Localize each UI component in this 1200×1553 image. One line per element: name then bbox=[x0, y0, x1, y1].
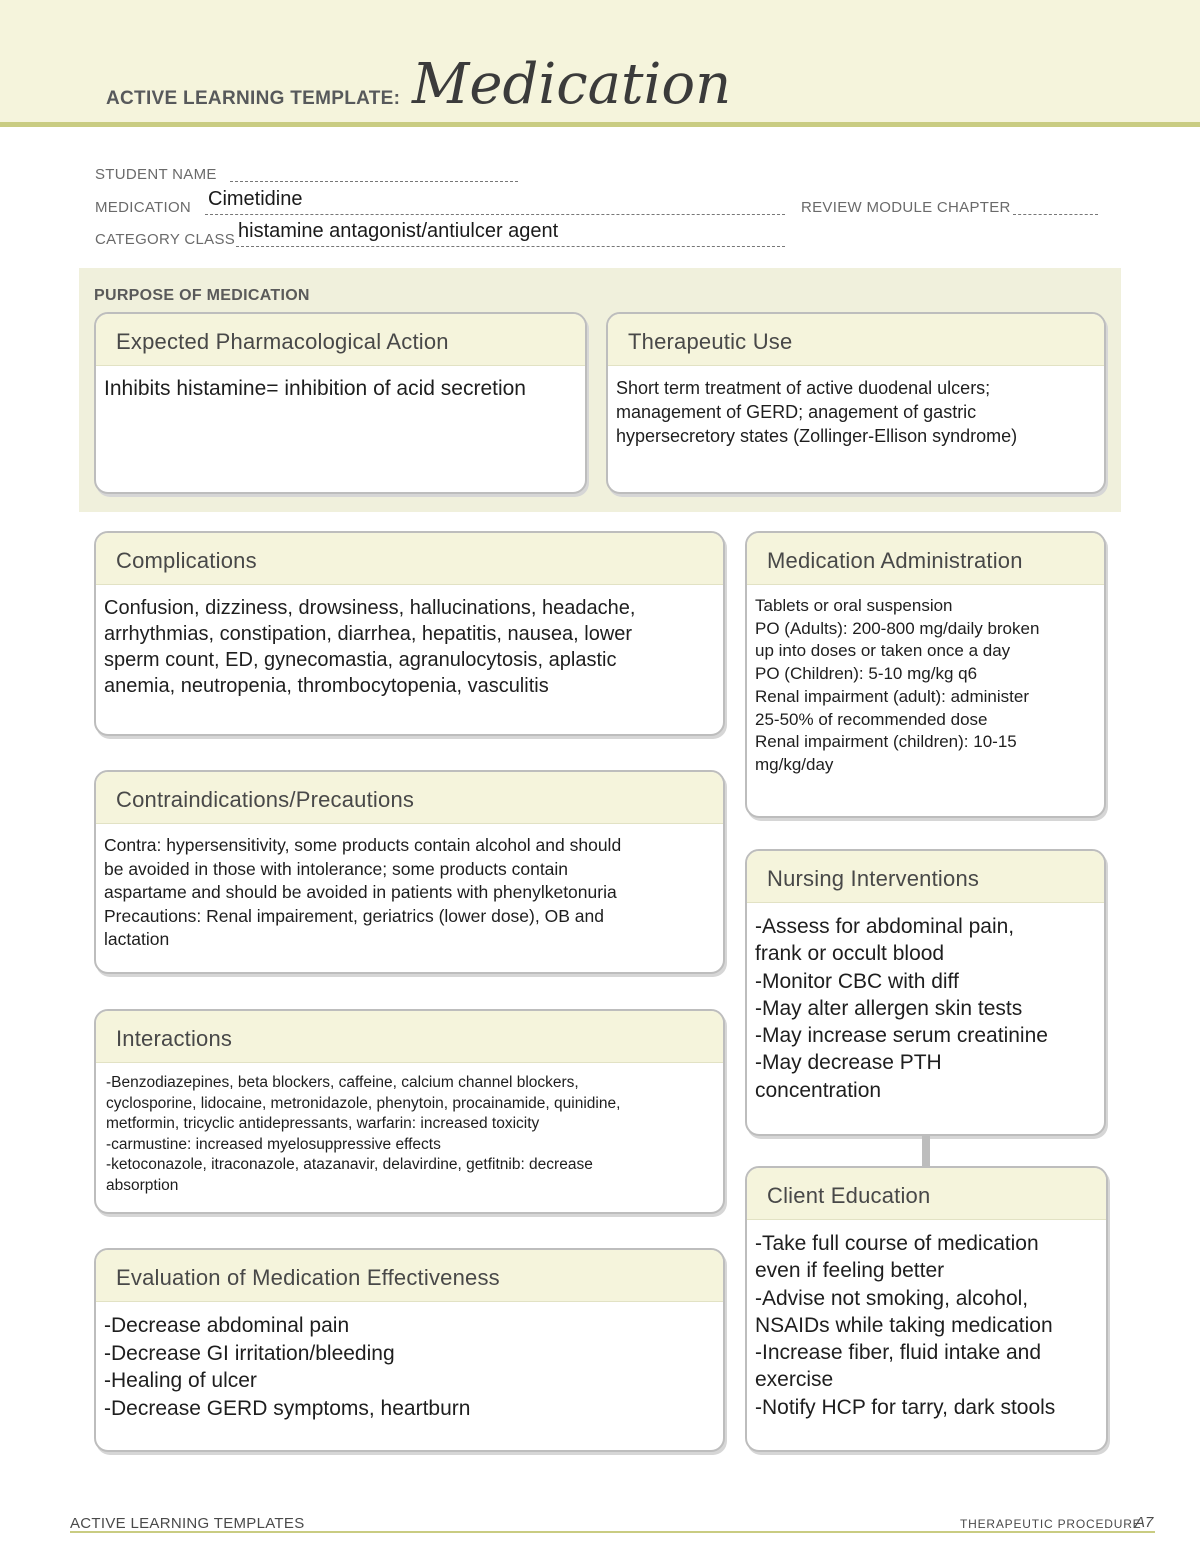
student-name-line bbox=[230, 181, 518, 182]
review-module-label: REVIEW MODULE CHAPTER bbox=[801, 199, 1011, 216]
medication-label: MEDICATION bbox=[95, 199, 192, 216]
therapeutic-use-card bbox=[606, 312, 1106, 494]
medication-field[interactable]: Cimetidine bbox=[208, 188, 303, 210]
administration-heading: Medication Administration bbox=[747, 533, 1104, 585]
therapeutic-use-text[interactable]: Short term treatment of active duodenal ulcers; management of GERD; anagement of gastric hypersecretory states (Zollinger-Ellison syndrome) bbox=[616, 378, 1018, 446]
nursing-interventions-text[interactable]: -Assess for abdominal pain, frank or occult blood -Monitor CBC with diff -May alter allergen skin tests -May increase serum creatinine -May decrease PTH concentration bbox=[755, 915, 1048, 1102]
footer-label: ACTIVE LEARNING TEMPLATES bbox=[70, 1515, 305, 1532]
therapeutic-use-heading: Therapeutic Use bbox=[608, 314, 1104, 366]
interactions-card bbox=[94, 1009, 725, 1214]
card-connector bbox=[922, 1136, 930, 1166]
category-class-field[interactable]: histamine antagonist/antiulcer agent bbox=[238, 220, 559, 242]
footer-procedure-label: THERAPEUTIC PROCEDURE bbox=[960, 1517, 1142, 1531]
template-label: ACTIVE LEARNING TEMPLATE: bbox=[106, 88, 401, 109]
client-education-heading: Client Education bbox=[747, 1168, 1106, 1220]
complications-text[interactable]: Confusion, dizziness, drowsiness, hallucinations, headache, arrhythmias, constipation, diarrhea, hepatitis, nausea, lower sperm count, ED, gynecomastia, agranulocytosis, aplastic anemia, neutropenia, thrombocytopenia, vasculitis bbox=[104, 597, 636, 697]
medication-line bbox=[205, 214, 785, 215]
interactions-heading: Interactions bbox=[96, 1011, 723, 1063]
contraindications-card bbox=[94, 770, 725, 974]
expected-action-card bbox=[94, 312, 587, 494]
client-education-card bbox=[745, 1166, 1108, 1452]
category-class-label: CATEGORY CLASS bbox=[95, 231, 236, 248]
expected-action-heading: Expected Pharmacological Action bbox=[96, 314, 585, 366]
contraindications-text[interactable]: Contra: hypersensitivity, some products contain alcohol and should be avoided in those with intolerance; some products contain aspartame and should be avoided in patients with phenylketonuria Precautions: Renal impairement, geriatrics (lower dose), OB and lactation bbox=[104, 835, 622, 949]
category-class-line bbox=[236, 246, 785, 247]
evaluation-heading: Evaluation of Medication Effectiveness bbox=[96, 1250, 723, 1302]
expected-action-text[interactable]: Inhibits histamine= inhibition of acid secretion bbox=[104, 377, 526, 400]
complications-heading: Complications bbox=[96, 533, 723, 585]
nursing-interventions-heading: Nursing Interventions bbox=[747, 851, 1104, 903]
administration-card bbox=[745, 531, 1106, 818]
contraindications-heading: Contraindications/Precautions bbox=[96, 772, 723, 824]
evaluation-card bbox=[94, 1248, 725, 1452]
nursing-interventions-card bbox=[745, 849, 1106, 1136]
page-title: Medication bbox=[412, 52, 732, 117]
review-module-line bbox=[1013, 214, 1098, 215]
header-divider bbox=[0, 122, 1200, 127]
student-name-label: STUDENT NAME bbox=[95, 166, 217, 183]
page-number: A7 bbox=[1135, 1514, 1154, 1531]
evaluation-text[interactable]: -Decrease abdominal pain -Decrease GI irritation/bleeding -Healing of ulcer -Decrease GERD symptoms, heartburn bbox=[104, 1314, 471, 1420]
client-education-text[interactable]: -Take full course of medication even if feeling better -Advise not smoking, alcohol, NSAIDs while taking medication -Increase fiber, fluid intake and exercise -Notify HCP for tarry, dark stools bbox=[755, 1232, 1056, 1419]
interactions-text[interactable]: -Benzodiazepines, beta blockers, caffeine, calcium channel blockers, cyclosporine, lidocaine, metronidazole, phenytoin, procainamide, quinidine, metformin, tricyclic antidepressants, warfarin: increased toxicity -carmustine: increased myelosuppressive effects -ketoconazole, itraconazole, atazanavir, delavirdine, getfitnib: decrease absorption bbox=[106, 1074, 621, 1194]
complications-card bbox=[94, 531, 725, 736]
administration-text[interactable]: Tablets or oral suspension PO (Adults): 200-800 mg/daily broken up into doses or taken once a day PO (Children): 5-10 mg/kg q6 Renal impairment (adult): administer 25-50% of recommended dose Renal impairment (children): 10-15 mg/kg/day bbox=[755, 596, 1040, 774]
purpose-title: PURPOSE OF MEDICATION bbox=[94, 287, 310, 304]
